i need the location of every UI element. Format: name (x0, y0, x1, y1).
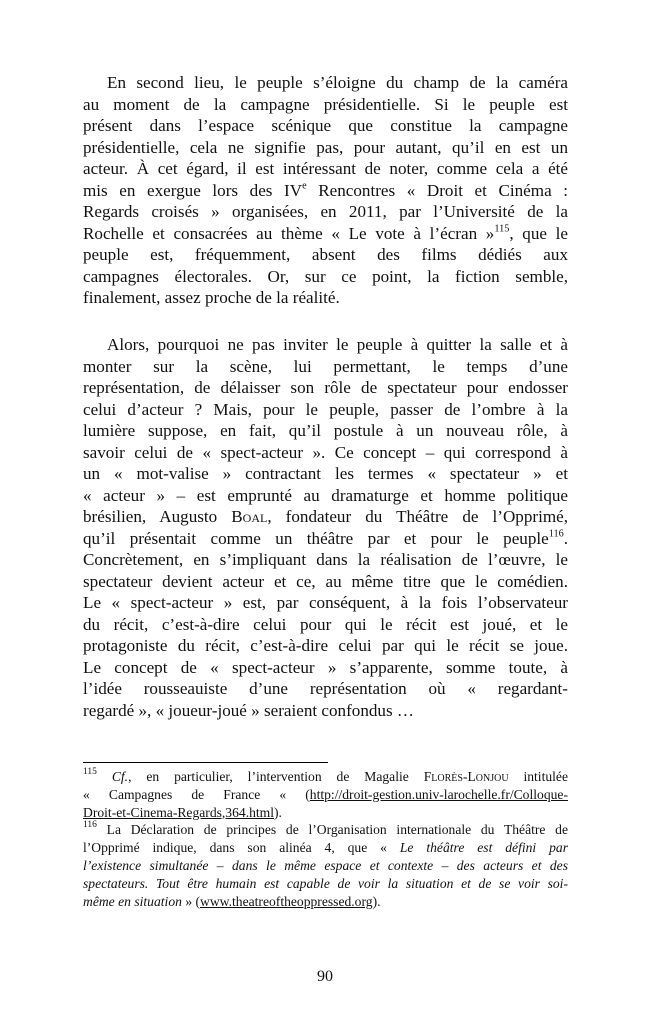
text-segment: Rochelle et consacrées au thème « Le vote à l’écran » (83, 223, 495, 243)
text-segment: ). (274, 804, 282, 820)
paragraph-line (83, 528, 568, 550)
text-segment: campagnes électorales. Or, sur ce point, la fiction semble, (83, 266, 568, 286)
footnote-line (83, 804, 568, 822)
footnote-115 (83, 768, 568, 821)
text-segment: présidentielle, cela ne signifie pas, pour autant, qu’il en est un (83, 137, 568, 157)
text-segment: du récit, c’est-à-dire celui pour qui le récit est joué, et le (83, 614, 568, 634)
footnote-line (83, 857, 568, 875)
footnote-line (83, 893, 568, 911)
text-segment: Rencontres « Droit et Cinéma : (306, 180, 569, 200)
link-text[interactable]: Droit-et-Cinema-Regards,364.html (83, 804, 275, 820)
paragraph-line (83, 592, 568, 614)
footnote-reference: e (302, 179, 307, 191)
paragraph-line (83, 115, 568, 137)
paragraph-2 (83, 334, 568, 721)
footnote-line (83, 875, 568, 893)
text-segment: Concrètement, en s’impliquant dans la réalisation de l’œuvre, le (83, 550, 568, 569)
paragraph-line (83, 223, 568, 245)
text-segment: oal (242, 507, 268, 526)
page-number: 90 (317, 968, 333, 985)
paragraph-line (83, 657, 568, 679)
paragraph-line (83, 137, 568, 159)
text-segment: , en particulier, l’intervention de Magalie F (128, 769, 432, 784)
paragraph-line (83, 635, 568, 657)
paragraph-line (83, 201, 568, 223)
paragraph-line (83, 334, 568, 356)
text-segment: Alors, pourquoi ne pas inviter le peuple à quitter la salle et à (107, 335, 568, 354)
paragraph-line (83, 549, 568, 571)
paragraph-line (83, 158, 568, 180)
link-text[interactable]: www.theatreoftheoppressed.org (200, 893, 373, 909)
text-segment: l’Opprimé indique, dans son alinéa 4, que « (83, 840, 400, 856)
footnote-reference: 116 (83, 820, 97, 831)
footnote-reference: 115 (494, 222, 510, 234)
text-segment: ). (372, 893, 381, 909)
paragraph-line (83, 72, 568, 94)
paragraph-line (83, 244, 568, 266)
text-segment: spectateur devient acteur et ce, au même titre que le comédien. (83, 571, 568, 591)
text-segment: peuple est, fréquemment, absent des films dédiés aux (83, 245, 568, 264)
paragraph-line (83, 356, 568, 378)
text-segment: Le concept de « spect-acteur » s’apparente, somme toute, à (83, 657, 568, 677)
text-segment: Regards croisés » organisées, en 2011, par l’Université de la (83, 202, 568, 221)
text-segment: » ( (181, 893, 201, 909)
text-segment: . (563, 528, 568, 548)
footnote-116 (83, 821, 568, 910)
text-segment: protagoniste du récit, c’est-à-dire celui par qui le récit se joue. (83, 636, 568, 655)
text-segment: l’idée rousseauiste d’une représentation où « regardant- (83, 679, 568, 698)
text-segment: au moment de la campagne présidentielle. Si le peuple est (83, 94, 568, 114)
footnote-line (83, 768, 568, 786)
text-segment: qu’il présentait comme un théâtre par et pour le peuple (83, 528, 549, 548)
paragraph-line (83, 377, 568, 399)
footnotes (83, 768, 568, 910)
text-segment (97, 769, 112, 784)
text-segment: onjou (475, 769, 509, 784)
text-segment: Le théâtre est défini par (399, 840, 568, 856)
text-segment: En second lieu, le peuple s’éloigne du champ de la caméra (107, 73, 568, 92)
text-segment: regardé », « joueur-joué » seraient confondus … (83, 700, 414, 720)
footnote-line (83, 839, 568, 857)
paragraph-1 (83, 72, 568, 309)
text-segment: « acteur » – est emprunté au dramaturge et homme politique (83, 485, 568, 505)
text-segment: présent dans l’espace scénique que constitue la campagne (83, 116, 568, 135)
paragraph-line (83, 266, 568, 288)
link-text[interactable]: http://droit-gestion.univ-larochelle.fr/Colloque- (309, 786, 568, 802)
paragraph-line (83, 399, 568, 421)
text-segment: intitulée (508, 769, 568, 784)
text-segment: « Campagnes de France « ( (83, 786, 310, 802)
text-segment: un « mot-valise » contractant les termes « spectateur » et (83, 464, 568, 483)
text-segment: savoir celui de « spect-acteur ». Ce concept – qui correspond à (83, 442, 568, 462)
text-segment: acteur. À cet égard, il est intéressant de noter, comme cela a été (83, 159, 568, 178)
text-segment: celui d’acteur ? Mais, pour le peuple, passer de l’ombre à la (83, 399, 568, 419)
text-segment: l’existence simultanée – dans le même espace et contexte – des acteurs et des (83, 857, 568, 873)
paragraph-line (83, 700, 568, 722)
paragraph-line (83, 180, 568, 202)
footnote-line (83, 821, 568, 839)
footnote-line (83, 786, 568, 804)
paragraph-line (83, 506, 568, 528)
footnote-reference: 115 (83, 766, 97, 777)
text-segment: La Déclaration de principes de l’Organisation internationale du Théâtre de (96, 822, 568, 838)
text-segment: lumière suppose, en fait, qu’il postule à un nouveau rôle, à (83, 421, 568, 440)
text-segment: , fondateur du Théâtre de l’Opprimé, (267, 507, 568, 526)
text-segment: brésilien, Augusto B (83, 507, 243, 526)
paragraph-line (83, 571, 568, 593)
paragraph-line (83, 614, 568, 636)
text-segment: , que le (509, 223, 568, 243)
text-segment: spectateurs. Tout être humain est capable de voir la situation et de se voir soi- (83, 875, 568, 891)
paragraph-line (83, 678, 568, 700)
text-segment: représentation, de délaisser son rôle de spectateur pour endosser (83, 378, 568, 397)
text-segment: monter sur la scène, lui permettant, le temps d’une (83, 356, 568, 376)
paragraph-line (83, 420, 568, 442)
paragraph-line (83, 463, 568, 485)
text-segment: Cf. (111, 769, 129, 784)
text-segment: -L (462, 769, 476, 784)
paragraph-line (83, 442, 568, 464)
footnote-reference: 116 (548, 527, 564, 539)
text-segment: Le « spect-acteur » est, par conséquent, à la fois l’observateur (83, 593, 568, 612)
paragraph-line (83, 94, 568, 116)
paragraph-line (83, 287, 568, 309)
text-segment: même en situation (83, 893, 182, 909)
footnote-separator (83, 762, 328, 763)
text-segment: mis en exergue lors des IV (83, 180, 303, 200)
text-segment: lorès (431, 769, 463, 784)
text-segment: finalement, assez proche de la réalité. (83, 288, 340, 307)
paragraph-line (83, 485, 568, 507)
